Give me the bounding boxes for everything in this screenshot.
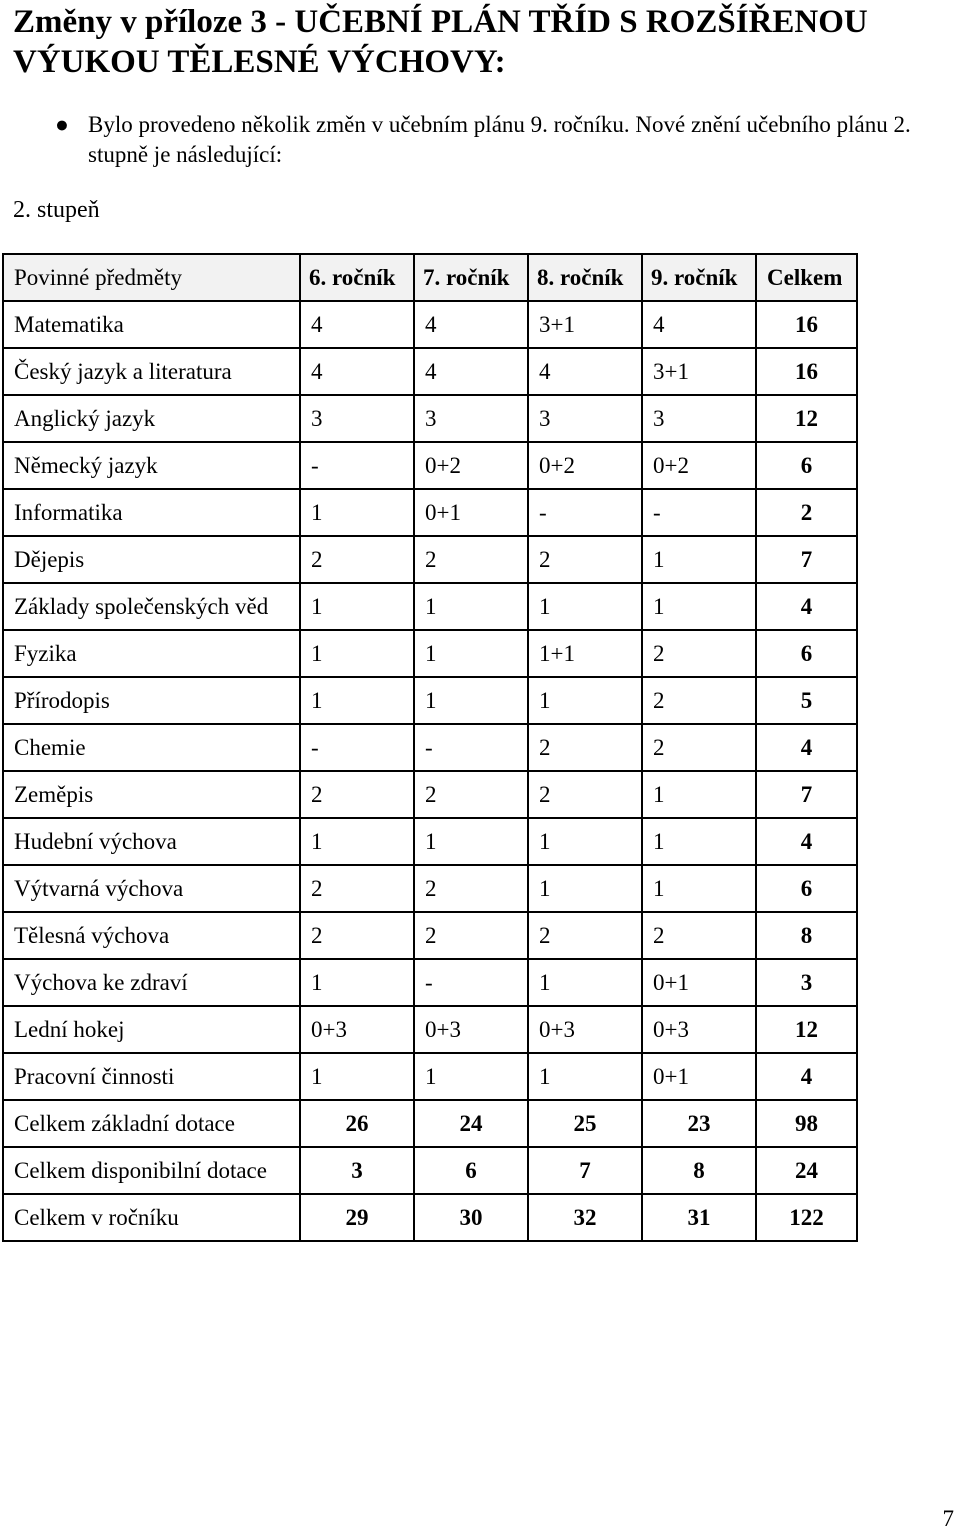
grade-7-cell: - (414, 724, 528, 771)
table-row (3, 677, 857, 724)
table-row (3, 865, 857, 912)
grade-9-cell: 4 (642, 301, 756, 348)
grade-6-cell: - (300, 724, 414, 771)
subject-cell: Chemie (3, 724, 300, 771)
total-cell: 4 (756, 1053, 857, 1100)
stage-label: 2. stupeň (13, 197, 100, 223)
curriculum-table (2, 253, 858, 1242)
total-cell: 8 (756, 912, 857, 959)
grade-9-cell: 0+1 (642, 959, 756, 1006)
grade-8-cell: 2 (528, 771, 642, 818)
subject-cell: Informatika (3, 489, 300, 536)
grade-7-cell: 0+3 (414, 1006, 528, 1053)
grade-7-cell: 1 (414, 818, 528, 865)
summary-value-cell: 32 (528, 1194, 642, 1241)
grade-9-cell: 0+3 (642, 1006, 756, 1053)
grade-8-cell: 1 (528, 865, 642, 912)
grade-6-cell: 2 (300, 771, 414, 818)
bullet-paragraph: Bylo provedeno několik změn v učebním plánu 9. ročníku. Nové znění učebního plánu 2. stupně je následující: (88, 112, 911, 167)
grade-8-cell: 1 (528, 959, 642, 1006)
grade-6-cell: 2 (300, 536, 414, 583)
total-cell: 6 (756, 442, 857, 489)
summary-value-cell: 26 (300, 1100, 414, 1147)
grade-7-cell: 4 (414, 348, 528, 395)
table-row (3, 771, 857, 818)
subject-cell: Dějepis (3, 536, 300, 583)
grade-7-cell: 0+2 (414, 442, 528, 489)
grade-6-cell: 0+3 (300, 1006, 414, 1053)
grade-7-cell: 1 (414, 677, 528, 724)
grade-8-cell: 0+3 (528, 1006, 642, 1053)
summary-value-cell: 25 (528, 1100, 642, 1147)
grade-8-cell: 2 (528, 724, 642, 771)
table-row (3, 583, 857, 630)
summary-value-cell: 7 (528, 1147, 642, 1194)
subject-cell: Český jazyk a literatura (3, 348, 300, 395)
grade-8-cell: 3+1 (528, 301, 642, 348)
summary-label-cell: Celkem základní dotace (3, 1100, 300, 1147)
grade-9-cell: 1 (642, 536, 756, 583)
summary-value-cell: 122 (756, 1194, 857, 1241)
header-total: Celkem (756, 254, 857, 301)
summary-label-cell: Celkem v ročníku (3, 1194, 300, 1241)
table-row (3, 442, 857, 489)
total-cell: 3 (756, 959, 857, 1006)
header-grade-7: 7. ročník (414, 254, 528, 301)
total-cell: 7 (756, 536, 857, 583)
grade-6-cell: 1 (300, 959, 414, 1006)
summary-value-cell: 31 (642, 1194, 756, 1241)
table-row (3, 912, 857, 959)
grade-7-cell: 0+1 (414, 489, 528, 536)
summary-value-cell: 30 (414, 1194, 528, 1241)
grade-6-cell: 4 (300, 301, 414, 348)
summary-value-cell: 24 (414, 1100, 528, 1147)
total-cell: 7 (756, 771, 857, 818)
page-number: 7 (942, 1506, 954, 1531)
grade-8-cell: 0+2 (528, 442, 642, 489)
subject-cell: Fyzika (3, 630, 300, 677)
table-row (3, 348, 857, 395)
grade-6-cell: 1 (300, 583, 414, 630)
summary-label-cell: Celkem disponibilní dotace (3, 1147, 300, 1194)
table-row (3, 536, 857, 583)
grade-6-cell: 3 (300, 395, 414, 442)
grade-9-cell: 0+2 (642, 442, 756, 489)
table-row (3, 1053, 857, 1100)
grade-9-cell: 1 (642, 771, 756, 818)
grade-9-cell: - (642, 489, 756, 536)
summary-value-cell: 8 (642, 1147, 756, 1194)
grade-9-cell: 2 (642, 912, 756, 959)
grade-8-cell: 1 (528, 818, 642, 865)
subject-cell: Výtvarná výchova (3, 865, 300, 912)
table-row (3, 395, 857, 442)
grade-7-cell: 1 (414, 583, 528, 630)
subject-cell: Německý jazyk (3, 442, 300, 489)
subject-cell: Lední hokej (3, 1006, 300, 1053)
grade-7-cell: 2 (414, 865, 528, 912)
grade-6-cell: 1 (300, 489, 414, 536)
subject-cell: Výchova ke zdraví (3, 959, 300, 1006)
table-row (3, 630, 857, 677)
grade-6-cell: 1 (300, 677, 414, 724)
table-row (3, 489, 857, 536)
grade-6-cell: 1 (300, 630, 414, 677)
grade-7-cell: 2 (414, 536, 528, 583)
grade-8-cell: 1 (528, 583, 642, 630)
header-grade-8: 8. ročník (528, 254, 642, 301)
total-cell: 12 (756, 395, 857, 442)
total-cell: 2 (756, 489, 857, 536)
total-cell: 16 (756, 301, 857, 348)
grade-7-cell: 1 (414, 630, 528, 677)
total-cell: 16 (756, 348, 857, 395)
grade-9-cell: 2 (642, 630, 756, 677)
grade-8-cell: 1 (528, 677, 642, 724)
grade-7-cell: 2 (414, 771, 528, 818)
summary-value-cell: 29 (300, 1194, 414, 1241)
header-grade-6: 6. ročník (300, 254, 414, 301)
page-title: Změny v příloze 3 - UČEBNÍ PLÁN TŘÍD S ROZŠÍŘENOU VÝUKOU TĚLESNÉ VÝCHOVY: (13, 4, 868, 80)
table-header-row (3, 254, 857, 301)
grade-8-cell: - (528, 489, 642, 536)
subject-cell: Tělesná výchova (3, 912, 300, 959)
grade-9-cell: 1 (642, 865, 756, 912)
total-cell: 6 (756, 630, 857, 677)
grade-7-cell: 2 (414, 912, 528, 959)
grade-8-cell: 1 (528, 1053, 642, 1100)
header-grade-9: 9. ročník (642, 254, 756, 301)
grade-6-cell: - (300, 442, 414, 489)
table-row (3, 301, 857, 348)
grade-9-cell: 2 (642, 677, 756, 724)
grade-6-cell: 2 (300, 865, 414, 912)
grade-8-cell: 1+1 (528, 630, 642, 677)
summary-row (3, 1194, 857, 1241)
grade-8-cell: 2 (528, 536, 642, 583)
header-subjects: Povinné předměty (3, 254, 300, 301)
subject-cell: Hudební výchova (3, 818, 300, 865)
subject-cell: Anglický jazyk (3, 395, 300, 442)
bullet-icon: ● (55, 112, 69, 137)
grade-9-cell: 2 (642, 724, 756, 771)
grade-7-cell: 4 (414, 301, 528, 348)
grade-7-cell: - (414, 959, 528, 1006)
table-row (3, 1006, 857, 1053)
grade-7-cell: 3 (414, 395, 528, 442)
table-row (3, 818, 857, 865)
summary-value-cell: 24 (756, 1147, 857, 1194)
summary-value-cell: 3 (300, 1147, 414, 1194)
subject-cell: Přírodopis (3, 677, 300, 724)
subject-cell: Matematika (3, 301, 300, 348)
summary-value-cell: 6 (414, 1147, 528, 1194)
subject-cell: Základy společenských věd (3, 583, 300, 630)
total-cell: 6 (756, 865, 857, 912)
grade-6-cell: 1 (300, 818, 414, 865)
grade-6-cell: 4 (300, 348, 414, 395)
grade-9-cell: 3 (642, 395, 756, 442)
grade-6-cell: 2 (300, 912, 414, 959)
grade-9-cell: 1 (642, 818, 756, 865)
summary-value-cell: 98 (756, 1100, 857, 1147)
table-row (3, 724, 857, 771)
total-cell: 12 (756, 1006, 857, 1053)
total-cell: 4 (756, 818, 857, 865)
grade-8-cell: 3 (528, 395, 642, 442)
grade-9-cell: 0+1 (642, 1053, 756, 1100)
subject-cell: Pracovní činnosti (3, 1053, 300, 1100)
summary-value-cell: 23 (642, 1100, 756, 1147)
grade-8-cell: 2 (528, 912, 642, 959)
total-cell: 4 (756, 583, 857, 630)
grade-7-cell: 1 (414, 1053, 528, 1100)
summary-row (3, 1147, 857, 1194)
grade-8-cell: 4 (528, 348, 642, 395)
grade-9-cell: 1 (642, 583, 756, 630)
grade-9-cell: 3+1 (642, 348, 756, 395)
total-cell: 4 (756, 724, 857, 771)
total-cell: 5 (756, 677, 857, 724)
table-body (3, 301, 857, 1241)
summary-row (3, 1100, 857, 1147)
grade-6-cell: 1 (300, 1053, 414, 1100)
subject-cell: Zeměpis (3, 771, 300, 818)
table-row (3, 959, 857, 1006)
